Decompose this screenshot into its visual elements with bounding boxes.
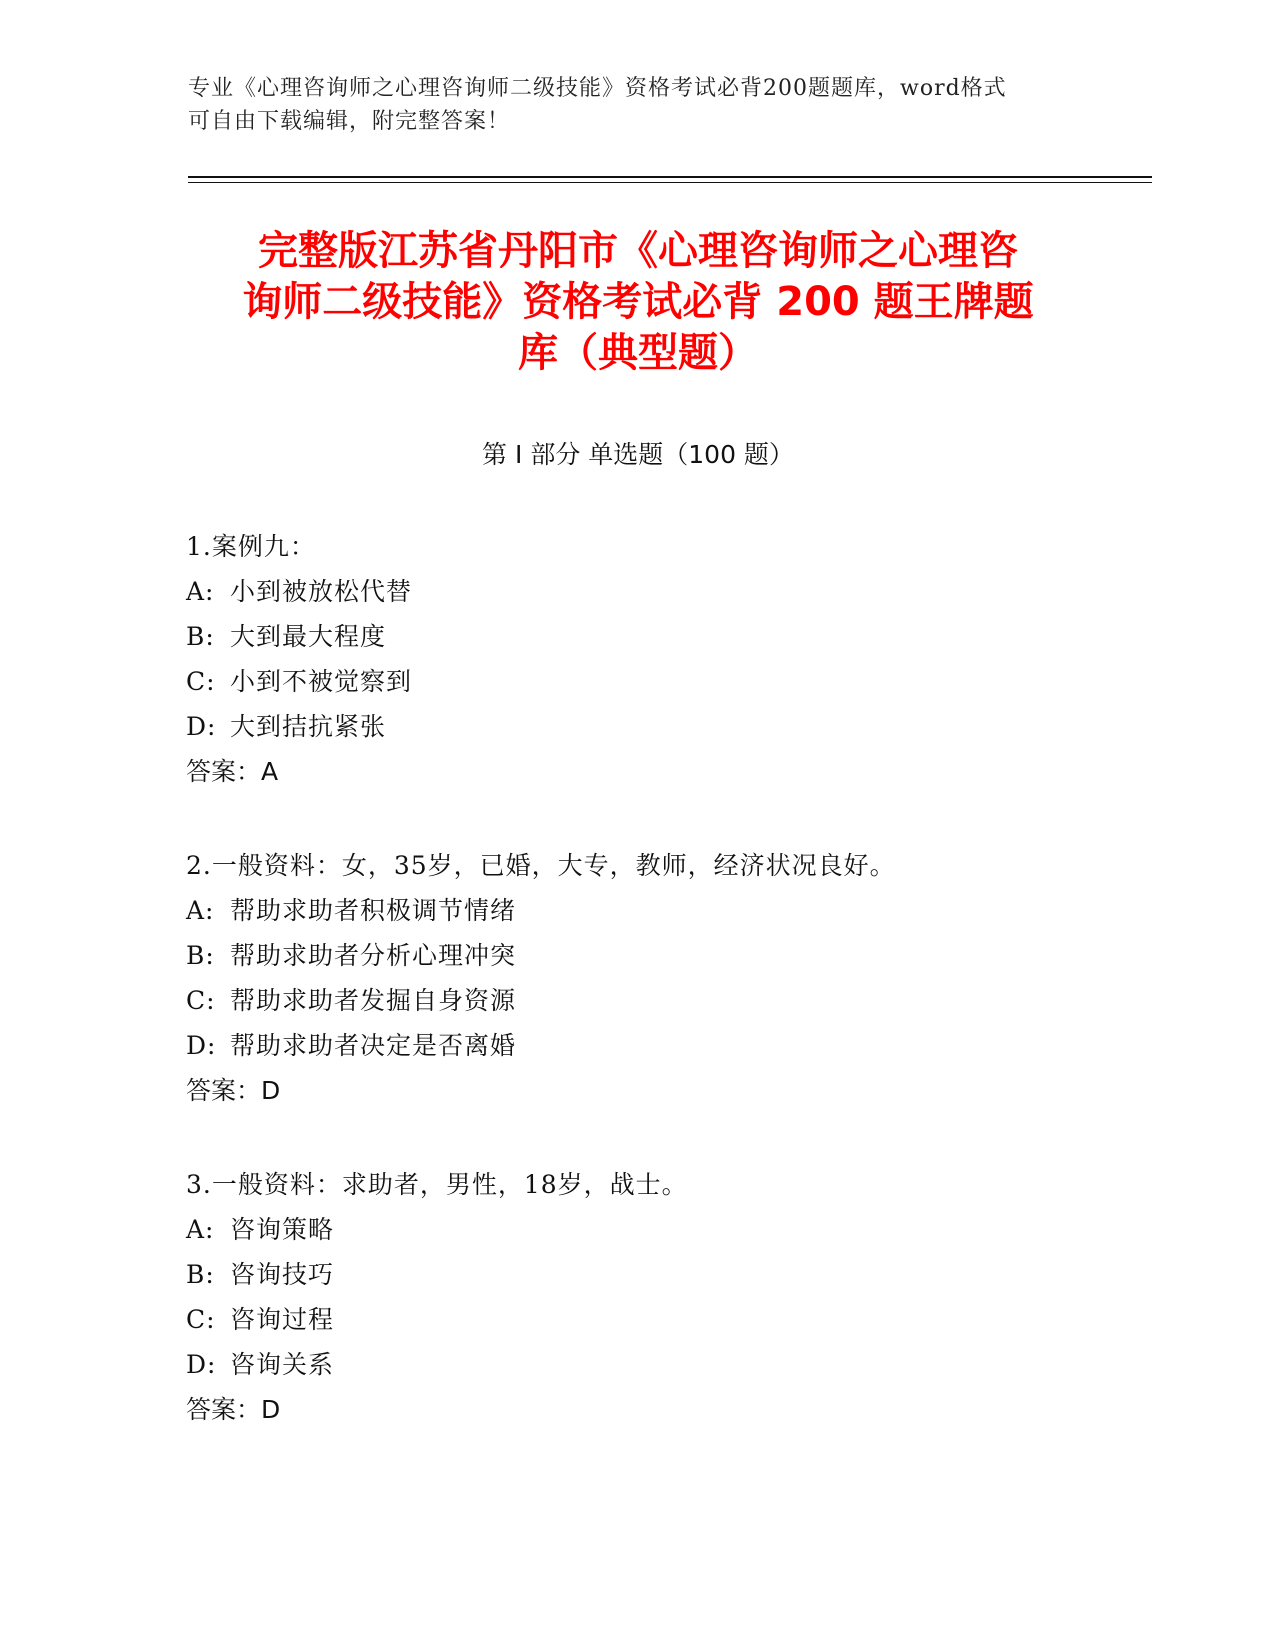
option-letter: A: xyxy=(186,577,215,606)
option-letter: A: xyxy=(186,1215,215,1244)
title-line: 库（典型题） xyxy=(518,330,758,376)
option-c xyxy=(186,978,1136,1023)
header-divider-thin xyxy=(188,182,1152,183)
option-letter: C: xyxy=(186,667,216,696)
option-b xyxy=(186,933,1136,978)
option-text: 小到被放松代替 xyxy=(230,577,413,606)
option-c xyxy=(186,659,1136,704)
question-item xyxy=(186,524,1136,794)
header-note xyxy=(188,72,1068,138)
option-letter: C: xyxy=(186,1305,216,1334)
option-c xyxy=(186,1297,1136,1342)
document-title xyxy=(188,226,1088,379)
answer-line: 答案：D xyxy=(186,1076,281,1105)
section-heading: 第 I 部分 单选题（100 题） xyxy=(482,440,794,469)
option-d xyxy=(186,704,1136,749)
option-d xyxy=(186,1023,1136,1068)
option-d xyxy=(186,1342,1136,1387)
option-letter: D: xyxy=(186,1031,217,1060)
option-text: 帮助求助者积极调节情绪 xyxy=(230,896,517,925)
question-stem: 3.一般资料：求助者，男性，18岁，战士。 xyxy=(186,1170,688,1199)
option-letter: A: xyxy=(186,896,215,925)
question-item xyxy=(186,843,1136,1113)
header-note-line: 可自由下载编辑，附完整答案！ xyxy=(188,109,511,134)
option-text: 咨询策略 xyxy=(230,1215,335,1244)
option-letter: C: xyxy=(186,986,216,1015)
question-item xyxy=(186,1162,1136,1432)
option-text: 大到拮抗紧张 xyxy=(230,712,387,741)
option-a xyxy=(186,1207,1136,1252)
option-text: 帮助求助者决定是否离婚 xyxy=(230,1031,517,1060)
option-text: 帮助求助者发掘自身资源 xyxy=(230,986,517,1015)
header-divider-thick xyxy=(188,176,1152,178)
option-text: 帮助求助者分析心理冲突 xyxy=(230,941,517,970)
option-letter: D: xyxy=(186,1350,217,1379)
option-text: 小到不被觉察到 xyxy=(230,667,413,696)
answer-line: 答案：A xyxy=(186,757,279,786)
question-stem: 2.一般资料：女，35岁，已婚，大专，教师，经济状况良好。 xyxy=(186,851,896,880)
option-b xyxy=(186,614,1136,659)
title-line: 询师二级技能》资格考试必背 200 题王牌题 xyxy=(242,279,1034,325)
option-b xyxy=(186,1252,1136,1297)
header-note-line: 专业《心理咨询师之心理咨询师二级技能》资格考试必背200题题库，word格式 xyxy=(188,76,1007,101)
option-letter: B: xyxy=(186,1260,215,1289)
question-stem: 1.案例九： xyxy=(186,532,316,561)
answer-line: 答案：D xyxy=(186,1395,281,1424)
option-text: 大到最大程度 xyxy=(230,622,387,651)
option-letter: B: xyxy=(186,622,215,651)
option-letter: B: xyxy=(186,941,215,970)
option-a xyxy=(186,569,1136,614)
option-text: 咨询关系 xyxy=(230,1350,335,1379)
option-a xyxy=(186,888,1136,933)
title-line: 完整版江苏省丹阳市《心理咨询师之心理咨 xyxy=(258,228,1018,274)
option-text: 咨询技巧 xyxy=(230,1260,335,1289)
option-letter: D: xyxy=(186,712,217,741)
option-text: 咨询过程 xyxy=(230,1305,335,1334)
